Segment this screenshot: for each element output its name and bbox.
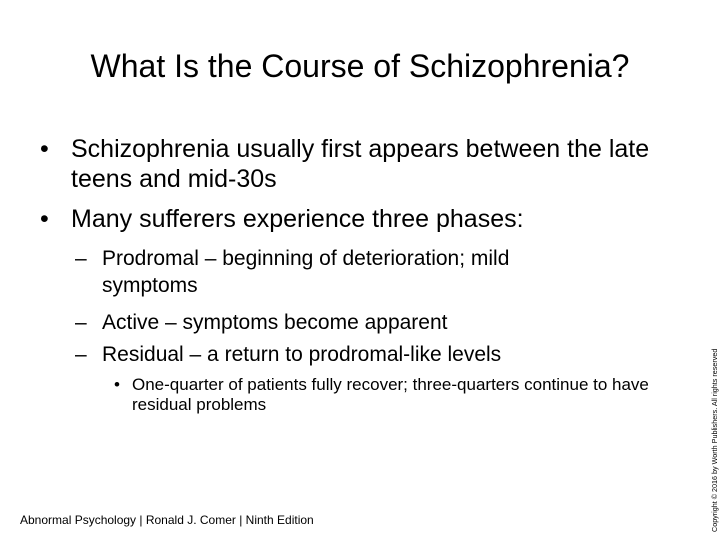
bullet-phases <box>40 204 680 234</box>
dash-marker: – <box>75 311 87 334</box>
phase-prodromal <box>75 245 595 299</box>
phase-text: Active – symptoms become apparent <box>102 311 448 334</box>
bullet-text: Schizophrenia usually first appears between the late teens and mid-30s <box>71 135 650 193</box>
bullet-marker: • <box>40 135 49 163</box>
copyright-notice: Copyright © 2016 by Worth Publishers. All rights reserved <box>710 348 719 532</box>
bullet-marker: • <box>40 205 49 233</box>
outcome-text: One-quarter of patients fully recover; three-quarters continue to have residual problems <box>132 375 649 414</box>
footer-citation: Abnormal Psychology | Ronald J. Comer | Ninth Edition <box>20 513 314 527</box>
phase-text: Residual – a return to prodromal-like levels <box>102 343 502 366</box>
bullet-text: Many sufferers experience three phases: <box>71 205 524 233</box>
phase-active <box>75 309 595 336</box>
phase-text: Prodromal – beginning of deterioration; mild symptoms <box>102 247 510 297</box>
dash-marker: – <box>75 247 87 270</box>
bullet-onset <box>40 134 680 194</box>
phase-residual <box>75 341 635 368</box>
slide-title: What Is the Course of Schizophrenia? <box>90 48 630 84</box>
bullet-marker: • <box>114 375 120 394</box>
dash-marker: – <box>75 343 87 366</box>
outcome-note <box>114 375 704 415</box>
